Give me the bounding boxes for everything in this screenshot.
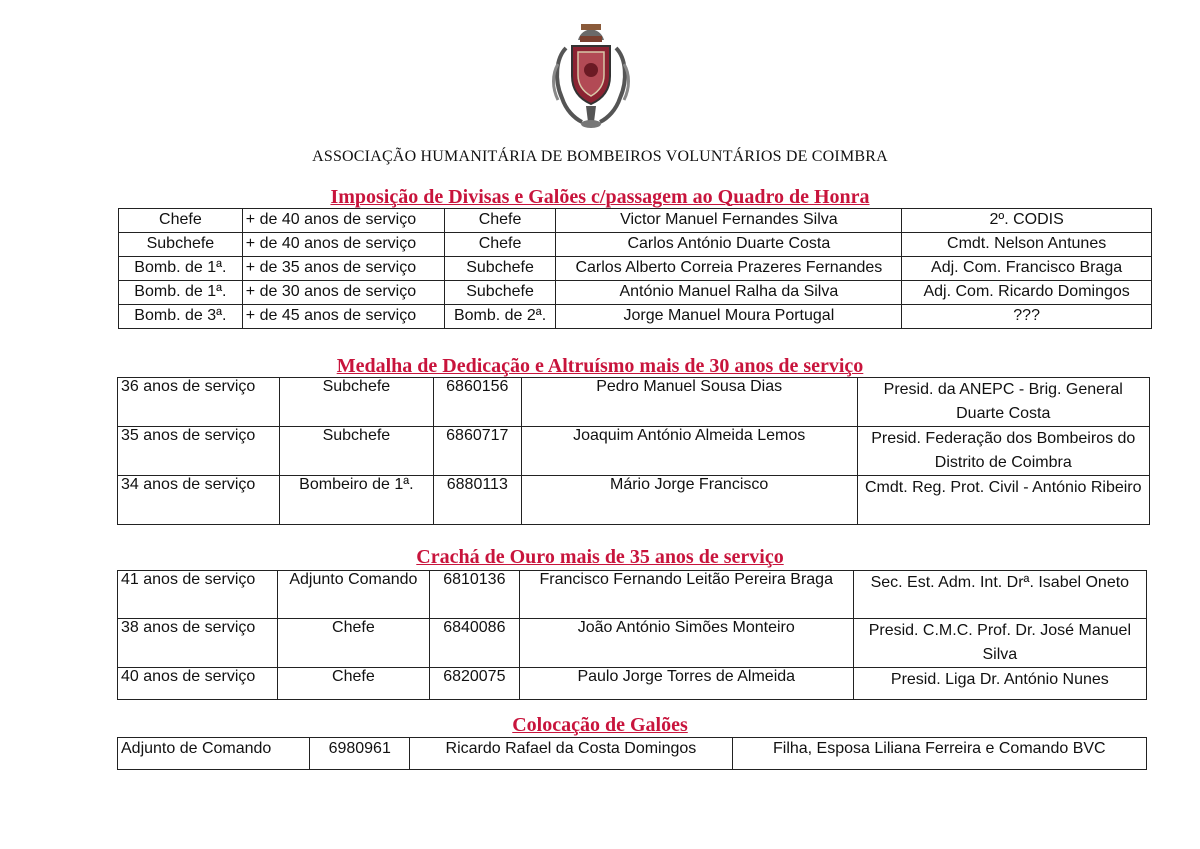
table-cell: Mário Jorge Francisco — [521, 476, 857, 525]
table-cell: Adjunto de Comando — [118, 738, 310, 770]
table-cell: Subchefe — [279, 427, 433, 476]
table-row — [118, 476, 1150, 525]
table-cell: 38 anos de serviço — [118, 619, 278, 668]
section-title-divisas: Imposição de Divisas e Galões c/passagem ao Quadro de Honra — [330, 186, 870, 208]
table-row — [118, 738, 1147, 770]
table-cell: Chefe — [277, 619, 429, 668]
table-cell: 41 anos de serviço — [118, 571, 278, 619]
table-cell: João António Simões Monteiro — [519, 619, 853, 668]
table-cell: + de 30 anos de serviço — [242, 281, 444, 305]
table-cell: 2º. CODIS — [902, 209, 1152, 233]
table-cell: Bomb. de 1ª. — [119, 257, 243, 281]
section-title-galoes: Colocação de Galões — [512, 714, 688, 736]
table-row — [119, 281, 1152, 305]
table-cell: Sec. Est. Adm. Int. Drª. Isabel Oneto — [853, 571, 1146, 619]
table-cell: 6840086 — [429, 619, 519, 668]
table-cell: Ricardo Rafael da Costa Domingos — [410, 738, 732, 770]
table-cell: 6810136 — [429, 571, 519, 619]
table-cell: 34 anos de serviço — [118, 476, 280, 525]
table-cell: Subchefe — [444, 281, 556, 305]
table-cell: Chefe — [119, 209, 243, 233]
table-cell: Paulo Jorge Torres de Almeida — [519, 668, 853, 700]
table-cell: + de 45 anos de serviço — [242, 305, 444, 329]
table-cell: 6880113 — [433, 476, 521, 525]
section-title-medalha: Medalha de Dedicação e Altruísmo mais de 30 anos de serviço — [336, 355, 864, 377]
table-cell: 6860717 — [433, 427, 521, 476]
table-cell: Subchefe — [279, 378, 433, 427]
table-cell: Carlos Alberto Correia Prazeres Fernandes — [556, 257, 902, 281]
table-galoes — [117, 737, 1147, 770]
table-cell: Pedro Manuel Sousa Dias — [521, 378, 857, 427]
table-cell: Presid. Federação dos Bombeiros do Distrito de Coimbra — [857, 427, 1149, 476]
table-cell: Adj. Com. Ricardo Domingos — [902, 281, 1152, 305]
table-cell: Carlos António Duarte Costa — [556, 233, 902, 257]
section-title-cracha: Crachá de Ouro mais de 35 anos de serviço — [416, 546, 784, 568]
table-cell: Francisco Fernando Leitão Pereira Braga — [519, 571, 853, 619]
table-cell: 6820075 — [429, 668, 519, 700]
table-cell: Presid. Liga Dr. António Nunes — [853, 668, 1146, 700]
table-cell: Chefe — [277, 668, 429, 700]
table-cell: 6980961 — [310, 738, 410, 770]
table-cell: Victor Manuel Fernandes Silva — [556, 209, 902, 233]
table-cell: + de 40 anos de serviço — [242, 233, 444, 257]
table-cell: Adj. Com. Francisco Braga — [902, 257, 1152, 281]
table-cell: Bomb. de 2ª. — [444, 305, 556, 329]
table-row — [118, 378, 1150, 427]
table-cell: 36 anos de serviço — [118, 378, 280, 427]
table-cell: Filha, Esposa Liliana Ferreira e Comando BVC — [732, 738, 1146, 770]
table-cell: Bombeiro de 1ª. — [279, 476, 433, 525]
table-cell: Jorge Manuel Moura Portugal — [556, 305, 902, 329]
table-medalha — [117, 377, 1150, 525]
table-cell: Chefe — [444, 209, 556, 233]
table-cell: Adjunto Comando — [277, 571, 429, 619]
table-cell: Bomb. de 1ª. — [119, 281, 243, 305]
table-cell: Subchefe — [444, 257, 556, 281]
table-divisas — [118, 208, 1152, 329]
table-cell: António Manuel Ralha da Silva — [556, 281, 902, 305]
table-row — [118, 619, 1147, 668]
table-cell: + de 35 anos de serviço — [242, 257, 444, 281]
table-row — [119, 257, 1152, 281]
table-row — [119, 233, 1152, 257]
table-cell: Cmdt. Reg. Prot. Civil - António Ribeiro — [857, 476, 1149, 525]
table-cell: 35 anos de serviço — [118, 427, 280, 476]
table-cell: 6860156 — [433, 378, 521, 427]
table-row — [119, 305, 1152, 329]
table-row — [118, 427, 1150, 476]
table-cell: Presid. da ANEPC - Brig. General Duarte Costa — [857, 378, 1149, 427]
table-cracha — [117, 570, 1147, 700]
table-cell: Presid. C.M.C. Prof. Dr. José Manuel Silva — [853, 619, 1146, 668]
table-row — [118, 571, 1147, 619]
table-cell: Bomb. de 3ª. — [119, 305, 243, 329]
table-cell: ??? — [902, 305, 1152, 329]
table-cell: Cmdt. Nelson Antunes — [902, 233, 1152, 257]
table-cell: 40 anos de serviço — [118, 668, 278, 700]
table-row — [118, 668, 1147, 700]
table-cell: Joaquim António Almeida Lemos — [521, 427, 857, 476]
table-row — [119, 209, 1152, 233]
table-cell: + de 40 anos de serviço — [242, 209, 444, 233]
coat-of-arms-logo — [548, 18, 634, 130]
table-cell: Subchefe — [119, 233, 243, 257]
organization-name: ASSOCIAÇÃO HUMANITÁRIA DE BOMBEIROS VOLUNTÁRIOS DE COIMBRA — [312, 148, 888, 165]
table-cell: Chefe — [444, 233, 556, 257]
